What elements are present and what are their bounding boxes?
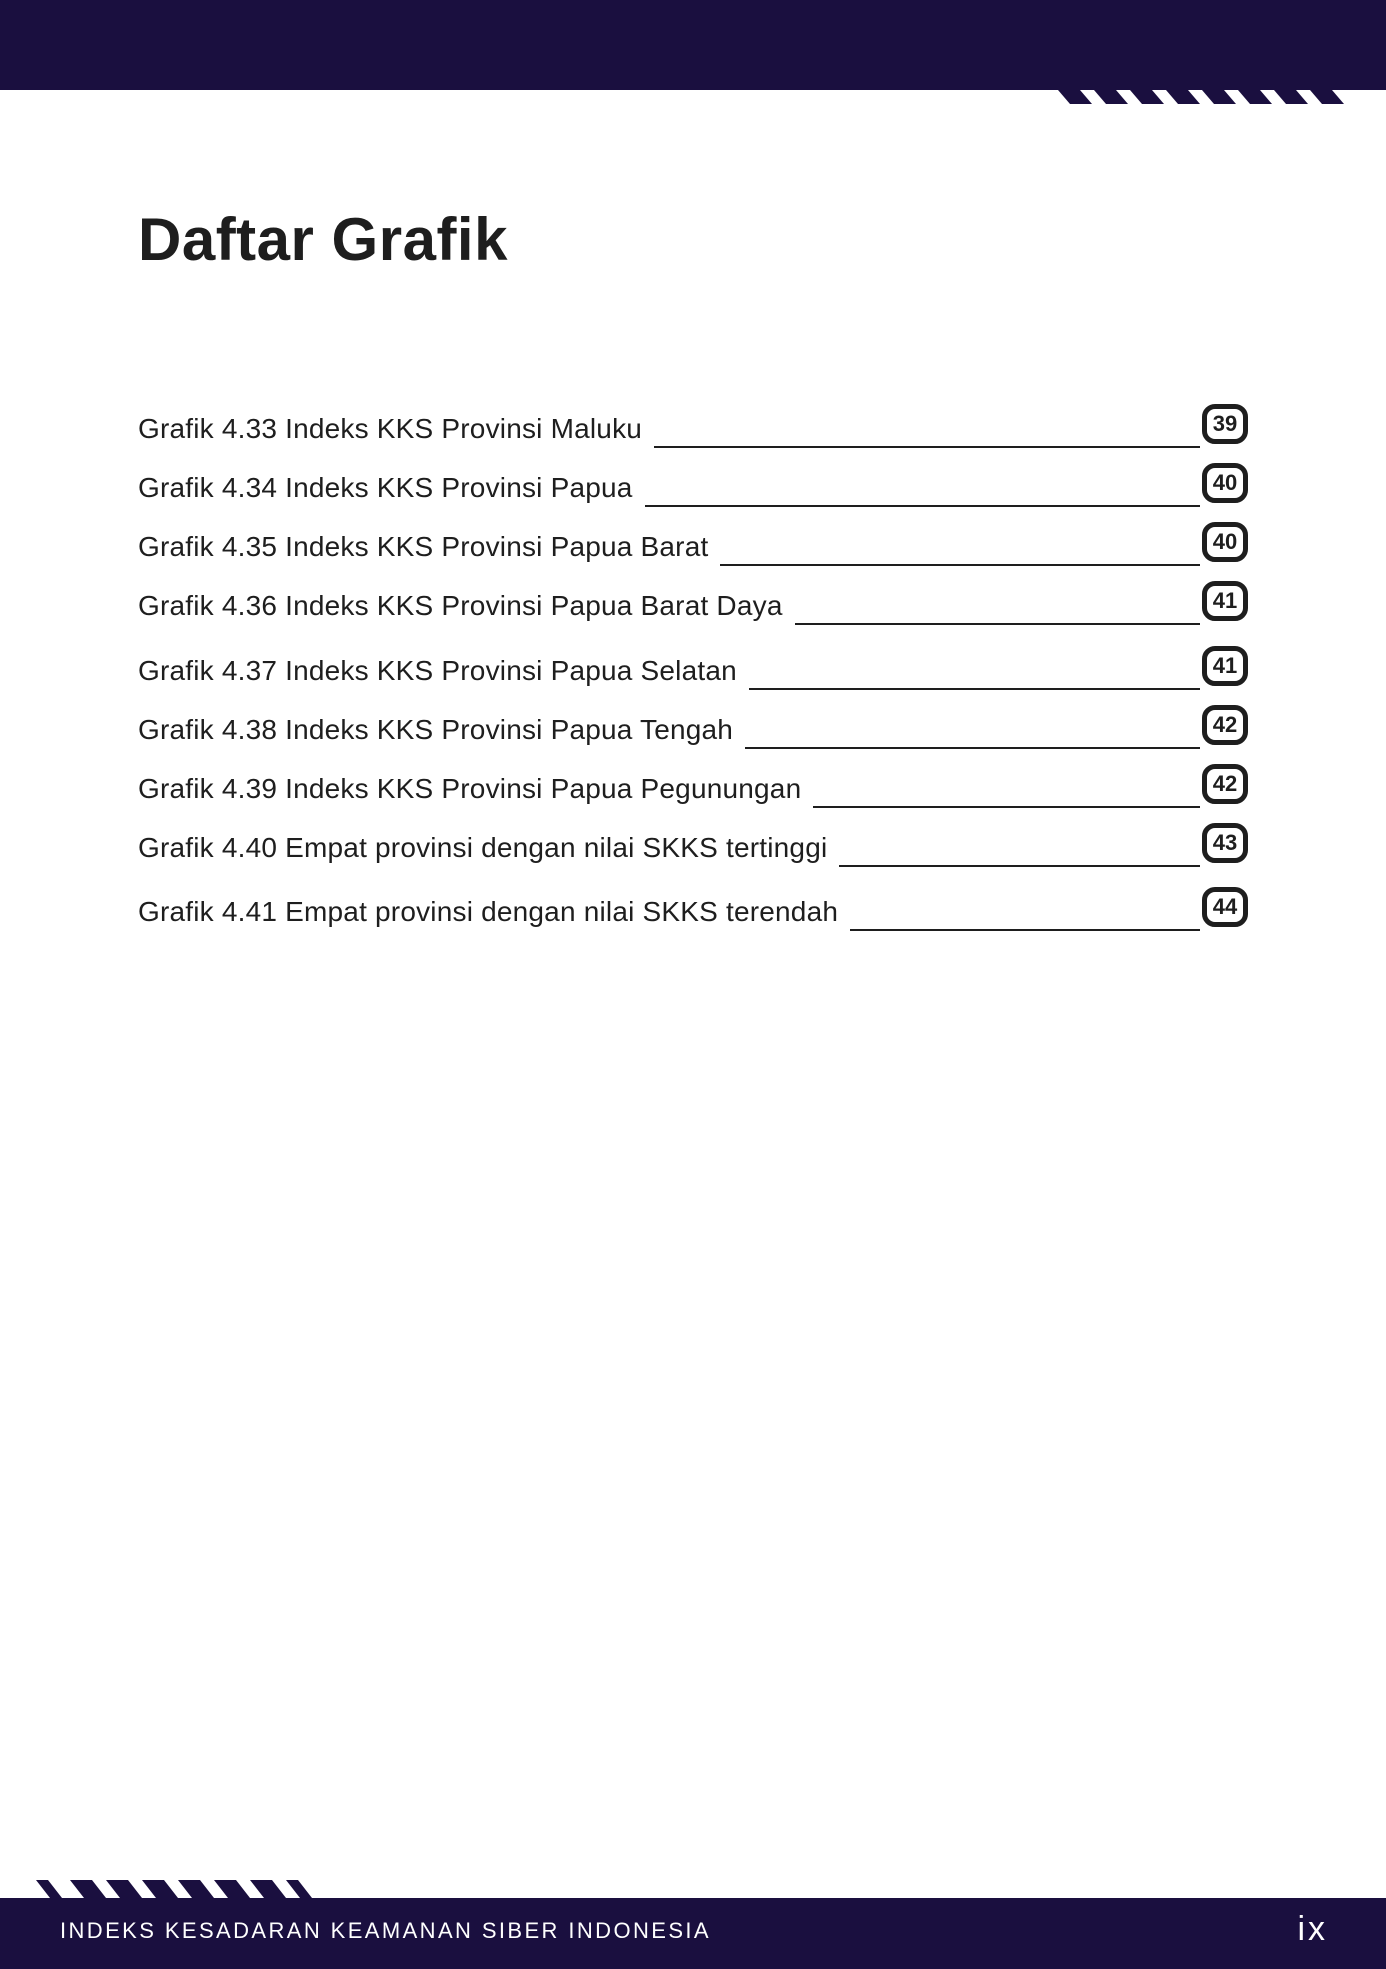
toc-leader-line [749,688,1200,690]
toc-page-badge: 41 [1202,646,1248,686]
toc-leader-line [654,446,1200,448]
page-title: Daftar Grafik [138,206,508,273]
toc-entry[interactable] [138,650,1248,690]
toc-leader-line [720,564,1200,566]
toc-entry-label: Grafik 4.38 Indeks KKS Provinsi Papua Tengah [138,714,734,745]
toc-page-badge: 42 [1202,764,1248,804]
toc-entry-label: Grafik 4.35 Indeks KKS Provinsi Papua Barat [138,531,709,562]
footer-band [0,1898,1386,1969]
toc-leader-line [795,623,1200,625]
toc-entry-label: Grafik 4.39 Indeks KKS Provinsi Papua Pegunungan [138,773,802,804]
toc-entry[interactable] [138,408,1248,448]
toc-page-badge: 41 [1202,581,1248,621]
toc-page-badge: 40 [1202,522,1248,562]
toc-entry[interactable] [138,585,1248,625]
toc-entry-label: Grafik 4.36 Indeks KKS Provinsi Papua Barat Daya [138,590,783,621]
toc-page-badge: 39 [1202,404,1248,444]
toc-leader-line [745,747,1200,749]
toc-page-badge: 44 [1202,887,1248,927]
toc-entry[interactable] [138,467,1248,507]
toc-entry-label: Grafik 4.33 Indeks KKS Provinsi Maluku [138,413,643,444]
toc-leader-line [850,929,1200,931]
footer-title: INDEKS KESADARAN KEAMANAN SIBER INDONESIA [60,1918,711,1943]
toc-entry-label: Grafik 4.37 Indeks KKS Provinsi Papua Selatan [138,655,737,686]
toc-entry-label: Grafik 4.41 Empat provinsi dengan nilai SKKS terendah [138,896,839,927]
toc-page-badge: 43 [1202,823,1248,863]
toc-leader-line [839,865,1200,867]
toc-entry[interactable] [138,526,1248,566]
toc-page-badge: 40 [1202,463,1248,503]
toc-entry[interactable] [138,827,1248,867]
toc-entry-label: Grafik 4.34 Indeks KKS Provinsi Papua [138,472,633,503]
footer-stripe-decoration [36,1880,336,1898]
toc-entry-label: Grafik 4.40 Empat provinsi dengan nilai SKKS tertinggi [138,832,828,863]
toc-leader-line [813,806,1200,808]
toc-entry[interactable] [138,891,1248,931]
toc-leader-line [645,505,1200,507]
toc-entry[interactable] [138,768,1248,808]
toc-entry[interactable] [138,709,1248,749]
page-number: ix [1297,1910,1328,1948]
toc-page-badge: 42 [1202,705,1248,745]
